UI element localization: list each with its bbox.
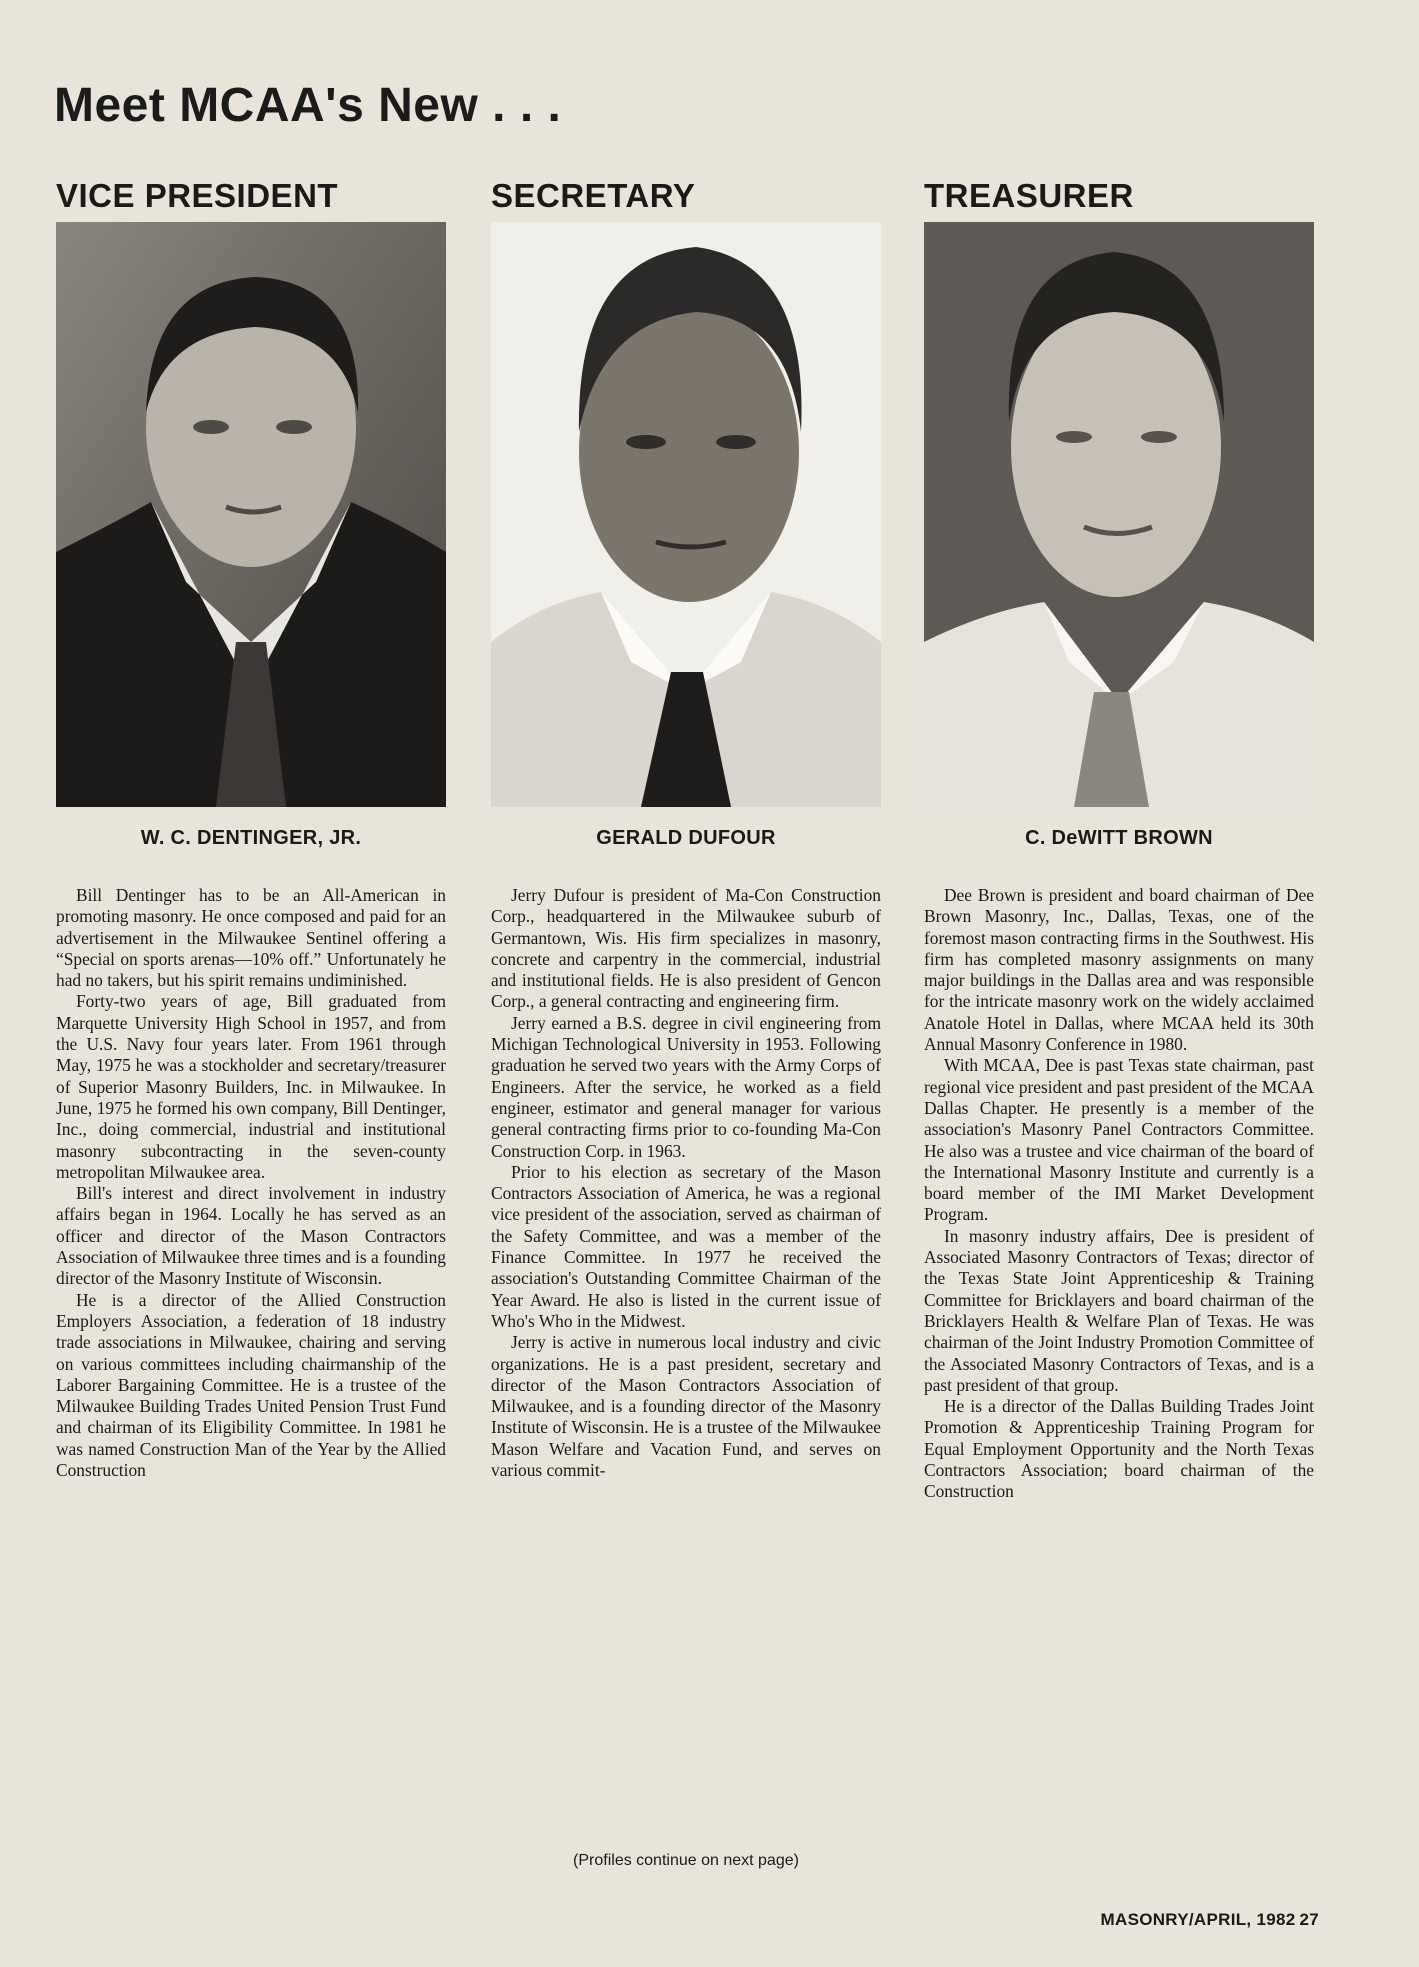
profile-secretary: [491, 176, 881, 1481]
page-folio: [1101, 1910, 1319, 1930]
profile-name: GERALD DUFOUR: [596, 827, 776, 849]
bio-paragraph: Jerry Dufour is president of Ma-Con Construction Corp., headquartered in the Milwaukee suburb of Germantown, Wis. His firm specializes in masonry, concrete and carpentry in the commercial, industrial and institutional fields. He is also president of Gencon Corp., a general contracting and engineering firm.: [491, 885, 881, 1012]
bio-paragraph: He is a director of the Dallas Building Trades Joint Promotion & Apprenticeship Training Program for Equal Employment Opportunity and the North Texas Contractors Association; board chairman of the Construction: [924, 1396, 1314, 1502]
bio-paragraph: He is a director of the Allied Construction Employers Association, a federation of 18 industry trade associations in Milwaukee, chairing and serving on various committees including chairmanship of the Laborer Bargaining Committee. He is a trustee of the Milwaukee Building Trades United Pension Trust Fund and chairman of its Eligibility Committee. In 1981 he was named Construction Man of the Year by the Allied Construction: [56, 1289, 446, 1481]
continued-note: (Profiles continue on next page): [573, 1852, 799, 1869]
portrait-image: [924, 222, 1314, 807]
bio-paragraph: Dee Brown is president and board chairman of Dee Brown Masonry, Inc., Dallas, Texas, one of the foremost mason contracting firms in the Southwest. His firm has completed masonry assignments on many major buildings in the Dallas area and was responsible for the intricate masonry work on the widely acclaimed Anatole Hotel in Dallas, where MCAA held its 30th Annual Masonry Conference in 1980.: [924, 885, 1314, 1055]
profile-name: C. DeWITT BROWN: [1025, 827, 1213, 849]
publication-line: MASONRY/APRIL, 1982: [1100, 1910, 1296, 1929]
office-title: SECRETARY: [491, 177, 696, 214]
profile-bio: [924, 885, 1314, 1503]
bio-paragraph: Forty-two years of age, Bill graduated from Marquette University High School in 1957, and from the U.S. Navy four years later. From 1961 through May, 1975 he was a stockholder and secretary/treasurer of Superior Masonry Builders, Inc. in Milwaukee. In June, 1975 he formed his own company, Bill Dentinger, Inc., doing commercial, industrial and institutional masonry subcontracting in the seven-county metropolitan Milwaukee area.: [56, 991, 446, 1182]
page-headline: Meet MCAA's New . . .: [54, 79, 562, 132]
profile-vice-president: [56, 176, 446, 1481]
office-title: TREASURER: [924, 177, 1134, 214]
portrait-image: [56, 222, 446, 807]
bio-paragraph: Jerry is active in numerous local industry and civic organizations. He is a past president, secretary and director of the Mason Contractors Association of Milwaukee, and is a founding director of the Masonry Institute of Wisconsin. He is a trustee of the Milwaukee Mason Welfare and Vacation Fund, and serves on various commit-: [491, 1332, 881, 1481]
bio-paragraph: In masonry industry affairs, Dee is president of Associated Masonry Contractors of Texas; director of the Texas State Joint Apprenticeship & Training Committee for Bricklayers and board chairman of the Bricklayers Health & Welfare Plan of Texas. He was chairman of the Joint Industry Promotion Committee of the Associated Masonry Contractors of Texas, and is a past president of that group.: [924, 1225, 1314, 1395]
profile-name: W. C. DENTINGER, JR.: [140, 827, 362, 849]
page-number: 27: [1299, 1910, 1319, 1929]
profile-treasurer: [924, 176, 1314, 1503]
portrait-photo: [924, 222, 1314, 807]
profile-bio: [56, 885, 446, 1481]
portrait-photo: [491, 222, 881, 807]
bio-paragraph: With MCAA, Dee is past Texas state chairman, past regional vice president and past president of the MCAA Dallas Chapter. He presently is a member of the association's Masonry Panel Contractors Committee. He also was a trustee and vice chairman of the board of the International Masonry Institute and currently is a board member of the IMI Market Development Program.: [924, 1055, 1314, 1225]
portrait-photo: [56, 222, 446, 807]
office-title: VICE PRESIDENT: [56, 177, 339, 214]
bio-paragraph: Prior to his election as secretary of the Mason Contractors Association of America, he was a regional vice president of the association, served as chairman of the Safety Committee, and was a member of the Finance Committee. In 1977 he received the association's Outstanding Committee Chairman of the Year Award. He also is listed in the current issue of Who's Who in the Midwest.: [491, 1161, 881, 1331]
profile-bio: [491, 885, 881, 1481]
bio-paragraph: Jerry earned a B.S. degree in civil engineering from Michigan Technological University in 1953. Following graduation he served two years with the Army Corps of Engineers. After the service, he worked as a field engineer, estimator and general manager for various general contracting firms prior to co-founding Ma-Con Construction Corp. in 1963.: [491, 1012, 881, 1161]
portrait-image: [491, 222, 881, 807]
bio-paragraph: Bill's interest and direct involvement in industry affairs began in 1964. Locally he has served as an officer and director of the Mason Contractors Association of Milwaukee three times and is a founding director of the Masonry Institute of Wisconsin.: [56, 1183, 446, 1289]
bio-paragraph: Bill Dentinger has to be an All-American in promoting masonry. He once composed and paid for an advertisement in the Milwaukee Sentinel offering a “Special on sports arenas—10% off.” Unfortunately he had no takers, but his spirit remains undiminished.: [56, 885, 446, 991]
